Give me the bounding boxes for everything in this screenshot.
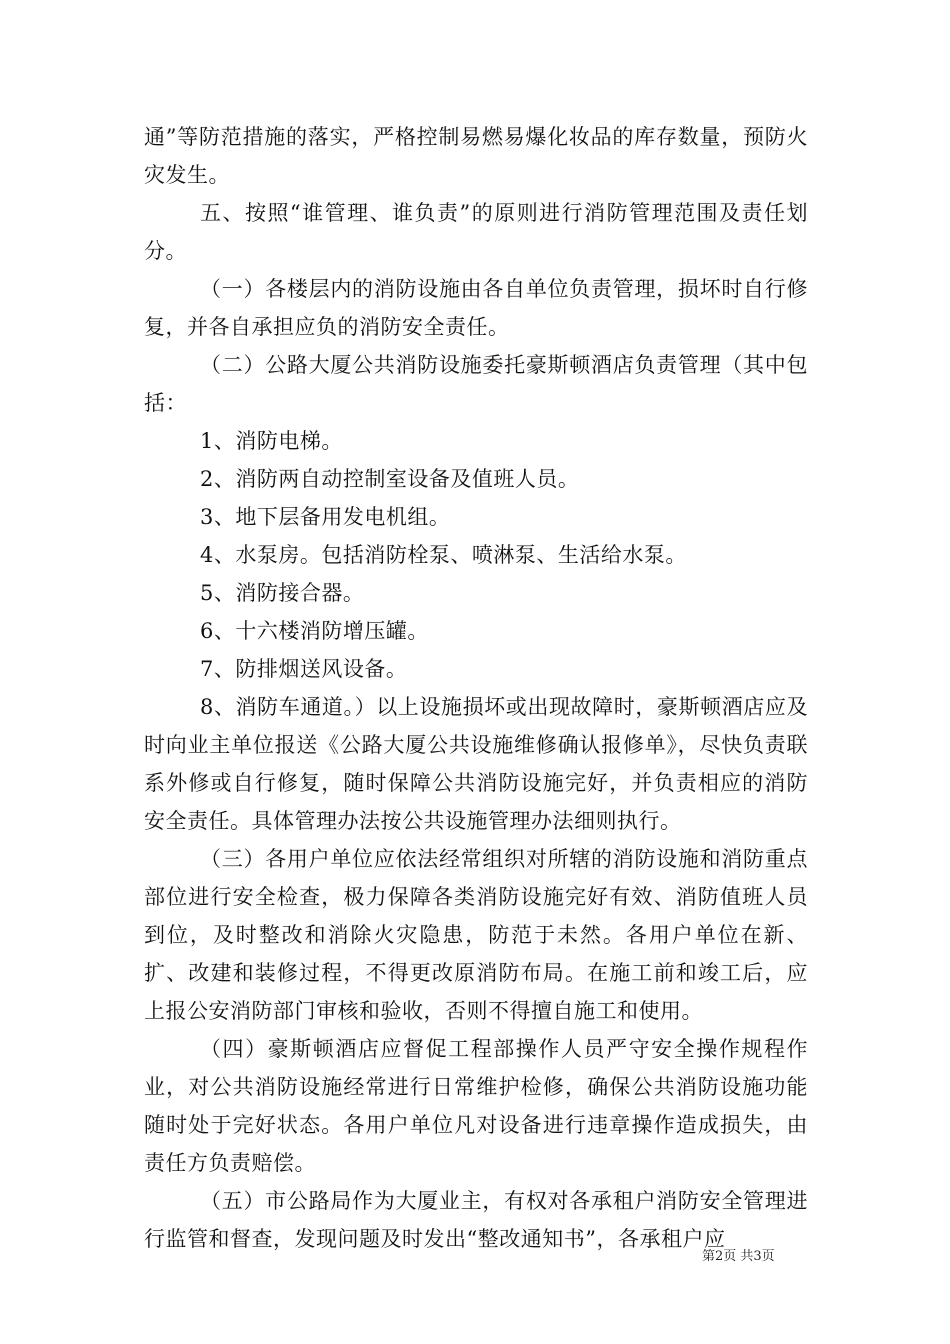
paragraph-item-five: （五）市公路局作为大厦业主，有权对各承租户消防安全管理进行监管和督查，发现问题及时发出“整改通知书”，各承租户应 bbox=[144, 1189, 808, 1251]
paragraph-item-two: （二）公路大厦公共消防设施委托豪斯顿酒店负责管理（其中包括： bbox=[144, 353, 808, 415]
paragraph-item-eight: 8、消防车通道。）以上设施损坏或出现故障时，豪斯顿酒店应及时向业主单位报送《公路大厦公共设施维修确认报修单》，尽快负责联系外修或自行修复，随时保障公共消防设施完好，并负责相应的消防安全责任。具体管理办法按公共设施管理办法细则执行。 bbox=[144, 695, 808, 833]
list-item: 7、防排烟送风设备。 bbox=[200, 657, 408, 681]
page-number: 第2页 共3页 bbox=[702, 1249, 775, 1264]
list-item: 4、水泵房。包括消防栓泵、喷淋泵、生活给水泵。 bbox=[200, 543, 687, 567]
paragraph-item-one: （一）各楼层内的消防设施由各自单位负责管理，损坏时自行修复，并各自承担应负的消防安全责任。 bbox=[144, 277, 808, 339]
list-item: 3、地下层备用发电机组。 bbox=[200, 505, 451, 529]
list-item: 2、消防两自动控制室设备及值班人员。 bbox=[200, 467, 580, 491]
paragraph-item-four: （四）豪斯顿酒店应督促工程部操作人员严守安全操作规程作业，对公共消防设施经常进行日常维护检修，确保公共消防设施功能随时处于完好状态。各用户单位凡对设备进行违章操作造成损失，由责任方负责赔偿。 bbox=[144, 1037, 808, 1175]
document-body bbox=[144, 118, 808, 1258]
list-item: 6、十六楼消防增压罐。 bbox=[200, 619, 429, 643]
paragraph-section-five: 五、按照“谁管理、谁负责”的原则进行消防管理范围及责任划分。 bbox=[144, 201, 808, 263]
paragraph-continuation: 通”等防范措施的落实，严格控制易燃易爆化妆品的库存数量，预防火灾发生。 bbox=[144, 125, 808, 187]
paragraph-item-three: （三）各用户单位应依法经常组织对所辖的消防设施和消防重点部位进行安全检查，极力保障各类消防设施完好有效、消防值班人员到位，及时整改和消除火灾隐患，防范于未然。各用户单位在新、扩、改建和装修过程，不得更改原消防布局。在施工前和竣工后，应上报公安消防部门审核和验收，否则不得擅自施工和使用。 bbox=[144, 847, 808, 1023]
list-item: 1、消防电梯。 bbox=[200, 429, 343, 453]
list-item: 5、消防接合器。 bbox=[200, 581, 365, 605]
